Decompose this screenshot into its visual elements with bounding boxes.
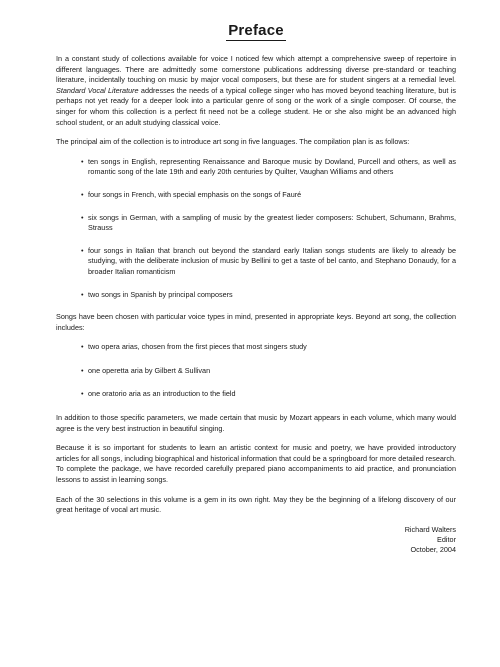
extras-list xyxy=(56,342,456,400)
preface-page xyxy=(56,22,456,555)
intro-text-1: In a constant study of collections available for voice I noticed few which attempt a comprehensive sweep of repertoire in different languages. There are admittedly some cornerstone publications addressing diverse pre-standard or teaching literature, incidentally touching on music by major vocal composers, but these are for student singers at a remedial level. xyxy=(56,54,456,85)
context-paragraph: Because it is so important for students to learn an artistic context for music and poetry, we have provided introductory articles for all songs, including biographical and historical information that could be a springboard for more detailed research. To complete the package, we have recorded carefully prepared piano accompaniments to aid practice, and pronunciation lessons to assist in learning songs. xyxy=(56,443,456,485)
list-item-operetta xyxy=(81,366,456,377)
list-item-oratorio xyxy=(81,389,456,400)
aim-paragraph: The principal aim of the collection is to introduce art song in five languages. The compilation plan is as follows: xyxy=(56,137,410,147)
list-item-french xyxy=(81,190,456,201)
title-wrap xyxy=(56,22,456,41)
list-item-text: two opera arias, chosen from the first pieces that most singers study xyxy=(88,342,307,352)
voice-types-paragraph: Songs have been chosen with particular voice types in mind, presented in appropriate keys. Beyond art song, the collection includes: xyxy=(56,312,456,332)
list-item-german xyxy=(81,213,456,234)
closing-paragraph: Each of the 30 selections in this volume is a gem in its own right. May they be the beginning of a lifelong discovery of our great heritage of vocal art music. xyxy=(56,494,456,515)
bullet-glyph: • xyxy=(81,342,84,352)
bullet-glyph: • xyxy=(81,289,84,299)
list-item-english xyxy=(81,157,456,178)
list-item-text: two songs in Spanish by principal composers xyxy=(88,289,233,299)
list-item-text: four songs in French, with special emphasis on the songs of Fauré xyxy=(88,189,302,199)
list-item-text: one operetta aria by Gilbert & Sullivan xyxy=(88,365,211,375)
bullet-glyph: • xyxy=(81,212,84,222)
list-item-text: one oratorio aria as an introduction to the field xyxy=(88,389,236,399)
intro-paragraph xyxy=(56,54,456,128)
list-item-spanish xyxy=(81,290,456,301)
list-item-text: ten songs in English, representing Renaissance and Baroque music by Dowland, Purcell and others, as well as romantic song of the late 19th and early 20th centuries by Quilter, Vaughan Williams and others xyxy=(88,156,456,177)
list-item-italian xyxy=(81,246,456,278)
signature-name: Richard Walters xyxy=(404,524,456,534)
bullet-glyph: • xyxy=(81,389,84,399)
signature-block xyxy=(56,525,456,556)
signature-role: Editor xyxy=(437,535,456,545)
bullet-glyph: • xyxy=(81,189,84,199)
bullet-glyph: • xyxy=(81,156,84,166)
list-item-text: four songs in Italian that branch out beyond the standard early Italian songs students are likely to already be studying, with the deliberate inclusion of music by Bellini to get a taste of bel canto, and Stephano Donaudy, for a broader Italian romanticism xyxy=(88,245,456,276)
intro-text-2: addresses the needs of a typical college singer who has moved beyond teaching literature, but is perhaps not yet ready for a deeper look into a particular genre of song or the work of a single composer. Of course, the singer for whom this collection is a perfect fit need not be a college student. He or she also might be an advanced high school student, or an adult studying classical voice. xyxy=(56,85,457,127)
signature-date: October, 2004 xyxy=(410,545,456,555)
list-item-opera xyxy=(81,342,456,353)
list-item-text: six songs in German, with a sampling of music by the greatest lieder composers: Schubert, Schumann, Brahms, Strauss xyxy=(88,212,456,233)
mozart-paragraph: In addition to those specific parameters, we made certain that music by Mozart appears in each volume, which many would agree is the very best instruction in beautiful singing. xyxy=(56,413,456,433)
bullet-glyph: • xyxy=(81,365,84,375)
bullet-glyph: • xyxy=(81,245,84,255)
page-title: Preface xyxy=(228,22,284,39)
book-title-italic: Standard Vocal Literature xyxy=(56,85,139,95)
language-list xyxy=(56,157,456,300)
